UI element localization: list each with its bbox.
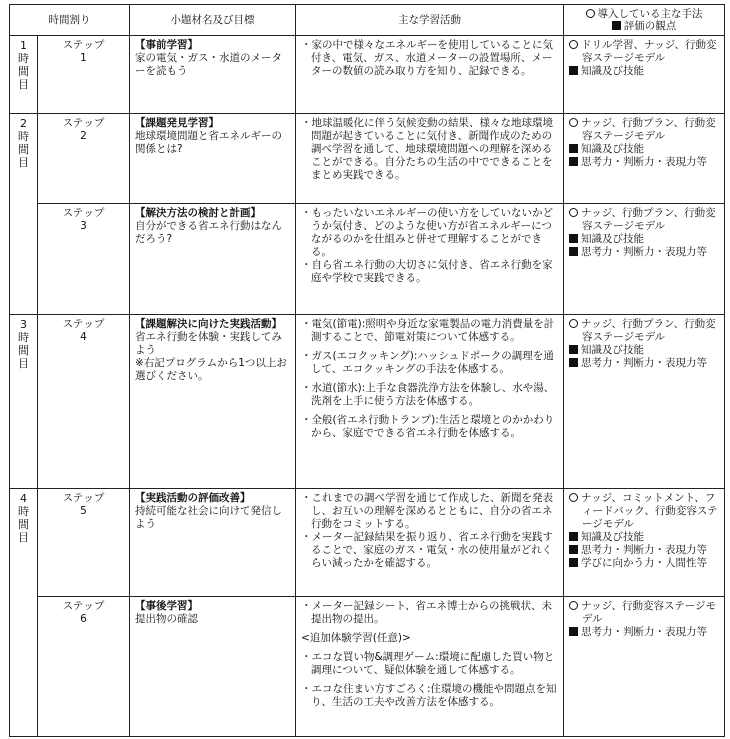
- circle-icon: [586, 9, 595, 18]
- table-row: [10, 597, 725, 737]
- square-icon: [569, 144, 578, 153]
- topic-text: 地球環境問題と省エネルギーの関係とは?: [135, 130, 282, 155]
- method-text: ナッジ、行動変容ステージモデル: [581, 600, 717, 625]
- criteria-text: 思考力・判断力・表現力等: [581, 156, 707, 168]
- criteria-item: [569, 544, 719, 557]
- methods-cell: [564, 204, 725, 315]
- step-cell: ステップ 6: [38, 597, 130, 737]
- criteria-item: [569, 246, 719, 259]
- topic-cell: [130, 489, 296, 597]
- topic-cell: [130, 597, 296, 737]
- topic-cell: [130, 204, 296, 315]
- header-methods-line: 導入している主な手法: [567, 8, 721, 20]
- criteria-text: 学びに向かう力・人間性等: [581, 557, 707, 569]
- method-text: ナッジ、行動プラン、行動変容ステージモデル: [581, 318, 716, 343]
- lesson-plan-table: [9, 4, 725, 737]
- activity-item: <追加体験学習(任意)>: [301, 632, 411, 644]
- topic-title: 【課題解決に向けた実践活動】: [135, 318, 282, 330]
- step-cell: ステップ 5: [38, 489, 130, 597]
- table-row: [10, 315, 725, 489]
- topic-text: ※右記プログラムから1つ以上お選びください。: [135, 357, 287, 382]
- table-row: [10, 489, 725, 597]
- plan-body: [10, 36, 725, 737]
- activity-item: ・自ら省エネ行動の大切さに気付き、省エネ行動を家庭や学校で実践できる。: [301, 259, 553, 284]
- activity-item: ・エコな買い物&調理ゲーム:環境に配慮した買い物と調理について、疑似体験を通して体感する。: [301, 651, 555, 676]
- activity-cell: [296, 114, 564, 204]
- step-cell: ステップ 2: [38, 114, 130, 204]
- criteria-item: [569, 626, 719, 639]
- methods-cell: [564, 114, 725, 204]
- circle-icon: [569, 493, 578, 502]
- square-icon: [569, 627, 578, 636]
- method-item: [569, 318, 719, 344]
- circle-icon: [569, 208, 578, 217]
- square-icon: [569, 157, 578, 166]
- method-item: [569, 600, 719, 626]
- topic-title: 【事前学習】: [135, 39, 198, 51]
- topic-cell: [130, 315, 296, 489]
- period-label: 1時間目: [18, 39, 29, 91]
- topic-title: 【解決方法の検討と計画】: [135, 207, 261, 219]
- activity-item: ・全般(省エネ行動トランプ):生活と環境とのかかわりから、家庭でできる省エネ行動を体感する。: [301, 414, 555, 439]
- square-icon: [569, 234, 578, 243]
- topic-text: 提出物の確認: [135, 613, 198, 625]
- activity-item: ・地球温暖化に伴う気候変動の結果、様々な地球環境問題が起きていることに気付き、新聞作成のための調べ学習を通して、地球環境問題への理解を深めることができる。自分たちの生活の中でできることをまとめ実践できる。: [301, 117, 553, 181]
- topic-title: 【実践活動の評価改善】: [135, 492, 251, 504]
- header-topic: 小題材名及び目標: [130, 5, 296, 36]
- activity-cell: [296, 204, 564, 315]
- circle-icon: [569, 601, 578, 610]
- methods-cell: [564, 315, 725, 489]
- square-icon: [569, 345, 578, 354]
- activity-item: ・エコな住まい方すごろく:住環境の機能や問題点を知り、生活の工夫や改善方法を体感する。: [301, 683, 557, 708]
- criteria-text: 思考力・判断力・表現力等: [581, 544, 707, 556]
- activity-item: ・ガス(エコクッキング):ハッシュドポークの調理を通して、エコクッキングの手法を体感する。: [301, 350, 554, 375]
- methods-cell: [564, 489, 725, 597]
- criteria-text: 思考力・判断力・表現力等: [581, 246, 707, 258]
- topic-text: 自分ができる省エネ行動はなんだろう?: [135, 220, 282, 245]
- header-row: [10, 5, 725, 36]
- criteria-text: 知識及び技能: [581, 531, 644, 543]
- criteria-item: [569, 143, 719, 156]
- activity-item: ・家の中で様々なエネルギーを使用していることに気付き、電気、ガス、水道メーターの設置場所、メーターの数値の読み取り方を知り、記録できる。: [301, 39, 553, 77]
- period-label: 2時間目: [18, 117, 29, 169]
- header-activity: 主な学習活動: [296, 5, 564, 36]
- activity-item: ・電気(節電):照明や身近な家電製品の電力消費量を計測することで、節電対策について体感する。: [301, 318, 555, 343]
- criteria-text: 知識及び技能: [581, 233, 644, 245]
- square-icon: [612, 21, 621, 30]
- activity-item: ・これまでの調べ学習を通じて作成した、新聞を発表し、お互いの理解を深めるとともに、自分の省エネ行動をコミットする。: [301, 492, 553, 530]
- period-cell: [10, 315, 38, 489]
- criteria-text: 思考力・判断力・表現力等: [581, 626, 707, 638]
- topic-text: 持続可能な社会に向けて発信しよう: [135, 505, 282, 530]
- header-methods: [564, 5, 725, 36]
- activity-item: ・メーター記録結果を振り返り、省エネ行動を実践することで、家庭のガス・電気・水の使用量がどれくらい減ったかを確認する。: [301, 531, 553, 569]
- method-item: [569, 207, 719, 233]
- period-cell: [10, 489, 38, 737]
- activity-cell: [296, 597, 564, 737]
- square-icon: [569, 66, 578, 75]
- method-text: ナッジ、行動プラン、行動変容ステージモデル: [581, 207, 716, 232]
- header-period: 時間割り: [10, 5, 130, 36]
- method-text: ドリル学習、ナッジ、行動変容ステージモデル: [581, 39, 717, 64]
- method-text: ナッジ、コミットメント、フィードバック、行動変容ステージモデル: [581, 492, 718, 530]
- criteria-text: 知識及び技能: [581, 65, 644, 77]
- method-item: [569, 492, 719, 531]
- criteria-item: [569, 344, 719, 357]
- activity-item: ・水道(節水):上手な食器洗浄方法を体験し、水や湯、洗剤を上手に使う方法を体感する。: [301, 382, 555, 407]
- topic-title: 【事後学習】: [135, 600, 198, 612]
- circle-icon: [569, 40, 578, 49]
- methods-cell: [564, 597, 725, 737]
- topic-title: 【課題発見学習】: [135, 117, 219, 129]
- topic-cell: [130, 36, 296, 114]
- criteria-item: [569, 357, 719, 370]
- period-cell: [10, 36, 38, 114]
- topic-cell: [130, 114, 296, 204]
- method-text: ナッジ、行動プラン、行動変容ステージモデル: [581, 117, 716, 142]
- square-icon: [569, 247, 578, 256]
- table-row: [10, 36, 725, 114]
- method-item: [569, 117, 719, 143]
- criteria-text: 知識及び技能: [581, 143, 644, 155]
- criteria-item: [569, 233, 719, 246]
- criteria-item: [569, 557, 719, 570]
- methods-cell: [564, 36, 725, 114]
- square-icon: [569, 558, 578, 567]
- activity-cell: [296, 315, 564, 489]
- topic-text: 省エネ行動を体験・実践してみよう: [135, 331, 282, 356]
- period-label: 4時間目: [18, 492, 29, 544]
- criteria-item: [569, 531, 719, 544]
- step-cell: ステップ 1: [38, 36, 130, 114]
- square-icon: [569, 532, 578, 541]
- circle-icon: [569, 118, 578, 127]
- square-icon: [569, 358, 578, 367]
- activity-cell: [296, 36, 564, 114]
- step-cell: ステップ 3: [38, 204, 130, 315]
- step-cell: ステップ 4: [38, 315, 130, 489]
- criteria-text: 思考力・判断力・表現力等: [581, 357, 707, 369]
- criteria-text: 知識及び技能: [581, 344, 644, 356]
- period-cell: [10, 114, 38, 315]
- criteria-item: [569, 65, 719, 78]
- topic-text: 家の電気・ガス・水道のメーターを読もう: [135, 52, 282, 77]
- table-row: [10, 114, 725, 204]
- activity-cell: [296, 489, 564, 597]
- square-icon: [569, 545, 578, 554]
- criteria-item: [569, 156, 719, 169]
- table-row: [10, 204, 725, 315]
- header-criteria-line: 評価の観点: [567, 20, 721, 32]
- circle-icon: [569, 319, 578, 328]
- activity-item: ・もったいないエネルギーの使い方をしていないかどうか気付き、どのような使い方が省エネルギーにつながるのかを仕組みと併せて理解することができる。: [301, 207, 553, 258]
- method-item: [569, 39, 719, 65]
- activity-item: ・メーター記録シート、省エネ博士からの挑戦状、未提出物の提出。: [301, 600, 553, 625]
- period-label: 3時間目: [18, 318, 29, 370]
